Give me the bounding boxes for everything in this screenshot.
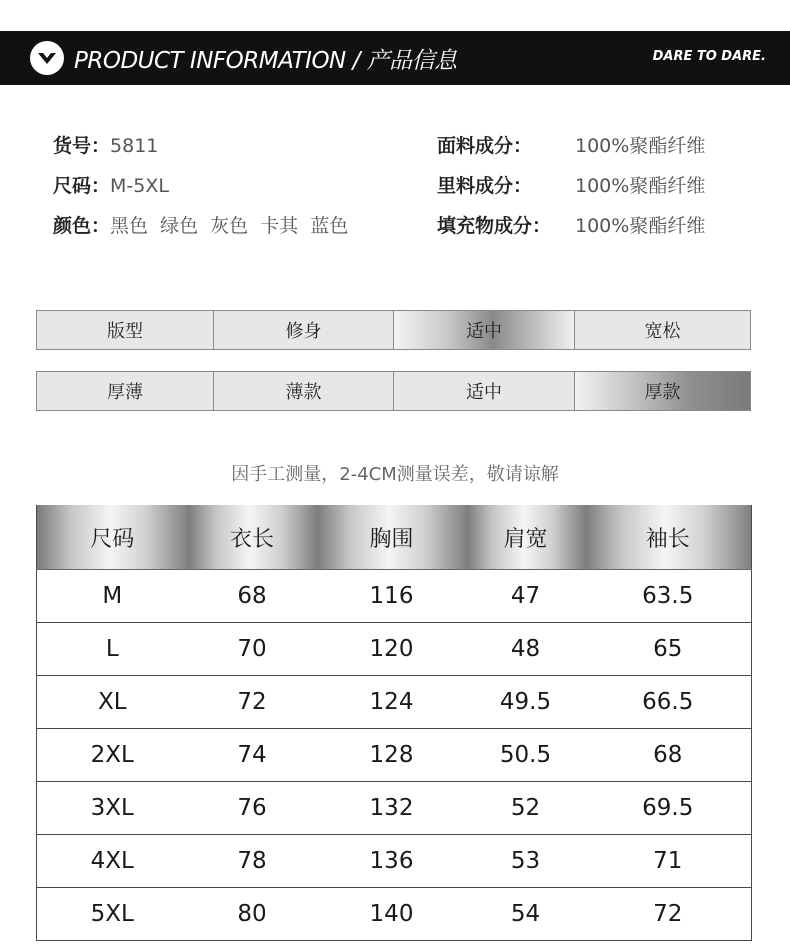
table-row [37, 782, 752, 835]
cell-size: XL [37, 676, 188, 729]
cell-sleeve: 71 [585, 835, 752, 888]
cell-chest: 120 [317, 623, 467, 676]
page-title: PRODUCT INFORMATION / 产品信息 [74, 48, 457, 74]
fit-option-loose: 宽松 [644, 321, 681, 342]
thickness-scale-label: 厚薄 [37, 372, 214, 410]
cell-length: 70 [188, 623, 317, 676]
cell-chest: 116 [317, 570, 467, 623]
header-chest: 胸围 [317, 505, 467, 570]
cell-shoulder: 52 [467, 782, 585, 835]
cell-shoulder: 50.5 [467, 729, 585, 782]
size-range: 尺码：M-5XL [53, 175, 169, 197]
cell-chest: 140 [317, 888, 467, 941]
fabric-composition: 面料成分： 100%聚酯纤维 [437, 135, 706, 157]
table-row [37, 676, 752, 729]
cell-length: 78 [188, 835, 317, 888]
fit-scale [36, 310, 751, 350]
cell-length: 74 [188, 729, 317, 782]
header-banner [0, 31, 790, 85]
table-row [37, 623, 752, 676]
cell-shoulder: 54 [467, 888, 585, 941]
cell-chest: 136 [317, 835, 467, 888]
cell-size: 4XL [37, 835, 188, 888]
cell-chest: 128 [317, 729, 467, 782]
cell-size: M [37, 570, 188, 623]
color-options: 颜色：黑色 绿色 灰色 卡其 蓝色 [53, 215, 349, 237]
measurement-note: 因手工测量，2-4CM测量误差，敬请谅解 [231, 464, 559, 485]
header-size: 尺码 [37, 505, 188, 570]
cell-shoulder: 49.5 [467, 676, 585, 729]
cell-length: 80 [188, 888, 317, 941]
chevron-down-icon [30, 41, 64, 75]
header-length: 衣长 [188, 505, 317, 570]
cell-size: 2XL [37, 729, 188, 782]
thickness-scale [36, 371, 751, 411]
size-chart [36, 505, 752, 941]
table-row [37, 729, 752, 782]
cell-shoulder: 53 [467, 835, 585, 888]
table-row [37, 570, 752, 623]
cell-length: 68 [188, 570, 317, 623]
cell-sleeve: 72 [585, 888, 752, 941]
cell-shoulder: 48 [467, 623, 585, 676]
cell-shoulder: 47 [467, 570, 585, 623]
brand-slogan: DARE TO DARE. [652, 49, 766, 64]
cell-length: 72 [188, 676, 317, 729]
thickness-option-thick: 厚款 [575, 372, 750, 410]
cell-sleeve: 66.5 [585, 676, 752, 729]
thickness-option-thin: 薄款 [214, 372, 394, 410]
cell-sleeve: 68 [585, 729, 752, 782]
cell-chest: 132 [317, 782, 467, 835]
fit-scale-label: 版型 [37, 311, 214, 349]
lining-composition: 里料成分： 100%聚酯纤维 [437, 175, 706, 197]
table-row [37, 888, 752, 941]
cell-size: 3XL [37, 782, 188, 835]
cell-sleeve: 65 [585, 623, 752, 676]
header-shoulder: 肩宽 [467, 505, 585, 570]
table-row [37, 835, 752, 888]
cell-size: 5XL [37, 888, 188, 941]
fit-option-slim: 修身 [214, 311, 394, 349]
cell-size: L [37, 623, 188, 676]
thickness-option-medium: 适中 [394, 372, 575, 410]
size-chart-header [37, 505, 752, 570]
item-number: 货号：5811 [53, 135, 159, 157]
cell-sleeve: 69.5 [585, 782, 752, 835]
header-sleeve: 袖长 [585, 505, 752, 570]
cell-length: 76 [188, 782, 317, 835]
fit-option-regular: 适中 [394, 311, 575, 349]
filling-composition: 填充物成分： 100%聚酯纤维 [437, 215, 706, 237]
cell-chest: 124 [317, 676, 467, 729]
cell-sleeve: 63.5 [585, 570, 752, 623]
